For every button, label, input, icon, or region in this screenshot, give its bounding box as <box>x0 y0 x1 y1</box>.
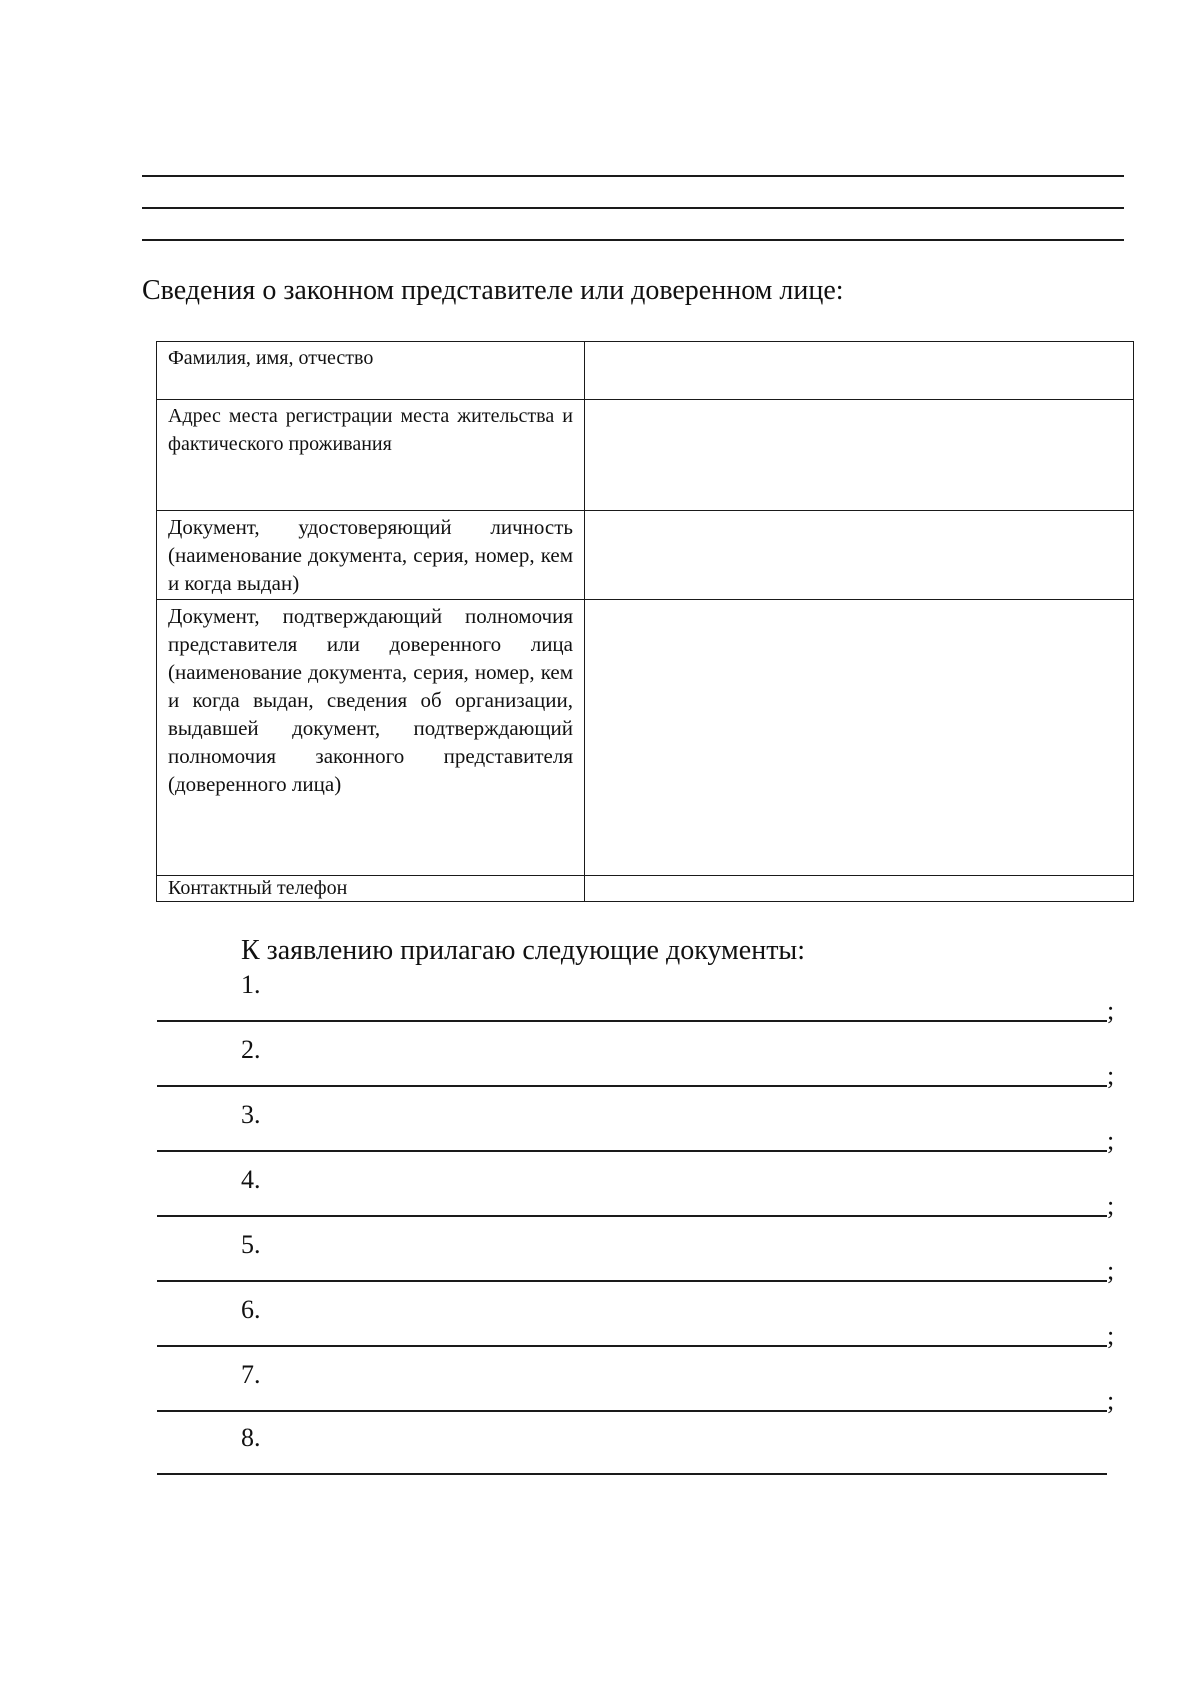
contact-phone-label: Контактный телефон <box>157 876 585 902</box>
attachment-line[interactable] <box>157 1020 1107 1022</box>
table-row <box>157 511 1134 600</box>
attachment-separator: ; <box>1107 1061 1115 1090</box>
attachment-item <box>0 1423 1200 1489</box>
full-name-value[interactable] <box>585 342 1134 400</box>
attachment-item <box>0 1230 1200 1296</box>
attachment-number: 1. <box>241 970 261 999</box>
table-row <box>157 600 1134 876</box>
blank-line-2 <box>142 207 1124 209</box>
attachment-line[interactable] <box>157 1150 1107 1152</box>
attachment-item <box>0 1165 1200 1231</box>
contact-phone-value[interactable] <box>585 876 1134 902</box>
attachment-separator: ; <box>1107 1386 1115 1415</box>
table-row <box>157 400 1134 511</box>
attachment-line[interactable] <box>157 1085 1107 1087</box>
attachment-item <box>0 1100 1200 1166</box>
attachment-line[interactable] <box>157 1410 1107 1412</box>
full-name-label: Фамилия, имя, отчество <box>157 342 585 400</box>
attachments-heading: К заявлению прилагаю следующие документы: <box>241 935 806 966</box>
attachment-item <box>0 1035 1200 1101</box>
attachment-line[interactable] <box>157 1215 1107 1217</box>
blank-line-3 <box>142 239 1124 241</box>
attachment-separator: ; <box>1107 1321 1115 1350</box>
attachment-separator: ; <box>1107 996 1115 1025</box>
section-heading: Сведения о законном представителе или доверенном лице: <box>142 275 844 306</box>
attachment-line[interactable] <box>157 1345 1107 1347</box>
blank-line-1 <box>142 175 1124 177</box>
attachment-item <box>0 1360 1200 1426</box>
identity-document-value[interactable] <box>585 511 1134 600</box>
table-row <box>157 876 1134 902</box>
attachment-item <box>0 1295 1200 1361</box>
representative-table <box>156 341 1134 902</box>
attachment-item <box>0 970 1200 1036</box>
attachment-line[interactable] <box>157 1280 1107 1282</box>
attachment-separator: ; <box>1107 1256 1115 1285</box>
attachment-number: 8. <box>241 1423 261 1452</box>
attachment-number: 2. <box>241 1035 261 1064</box>
attachment-number: 6. <box>241 1295 261 1324</box>
attachment-separator: ; <box>1107 1191 1115 1220</box>
attachment-number: 5. <box>241 1230 261 1259</box>
attachment-number: 3. <box>241 1100 261 1129</box>
authority-document-label: Документ, подтверждающий полномочия представителя или доверенного лица (наименование документа, серия, номер, кем и когда выдан, сведения об организации, выдавшей документ, подтверждающий полномочия законного представителя (доверенного лица) <box>157 600 585 876</box>
attachment-number: 7. <box>241 1360 261 1389</box>
table-row <box>157 342 1134 400</box>
attachment-number: 4. <box>241 1165 261 1194</box>
address-label: Адрес места регистрации места жительства и фактического проживания <box>157 400 585 511</box>
identity-document-label: Документ, удостоверяющий личность (наименование документа, серия, номер, кем и когда выдан) <box>157 511 585 600</box>
attachment-separator: ; <box>1107 1126 1115 1155</box>
attachment-line[interactable] <box>157 1473 1107 1475</box>
address-value[interactable] <box>585 400 1134 511</box>
authority-document-value[interactable] <box>585 600 1134 876</box>
